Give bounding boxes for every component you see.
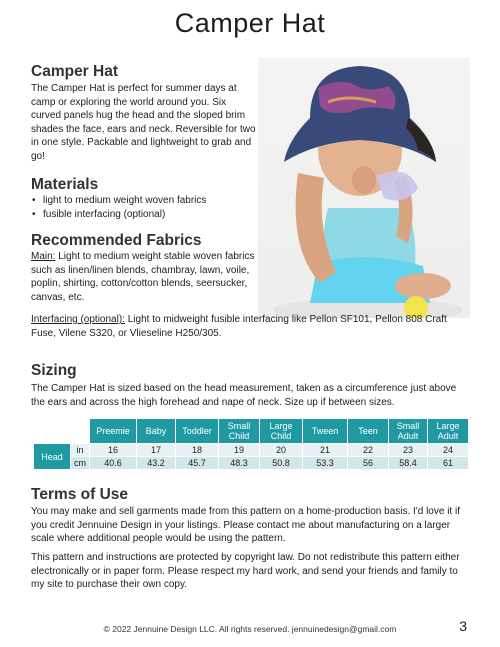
fabrics-main — [31, 250, 257, 304]
table-cell: 23 — [389, 444, 427, 456]
unit-cell: in — [71, 444, 89, 456]
col-header: Baby — [137, 419, 175, 443]
table-cell: 40.6 — [90, 457, 136, 469]
materials-item: • fusible interfacing (optional) — [31, 208, 206, 222]
table-cell: 18 — [176, 444, 218, 456]
table-cell: 17 — [137, 444, 175, 456]
intro-heading: Camper Hat — [31, 63, 118, 80]
table-cell: 61 — [428, 457, 468, 469]
interfacing-label: Interfacing (optional): — [31, 314, 125, 325]
table-cell: 20 — [260, 444, 302, 456]
terms-paragraph-1: You may make and sell garments made from this pattern on a home-production basis. I'd love it if you credit Jennuine Design in your listings. Please contact me about manufacturing on a larger scale where additional people would be using the pattern. — [31, 506, 460, 545]
table-cell: 24 — [428, 444, 468, 456]
row-label: Head — [34, 444, 70, 469]
materials-heading: Materials — [31, 176, 99, 193]
footer: © 2022 Jennuine Design LLC. All rights reserved. jennuinedesign@gmail.com — [103, 624, 397, 634]
table-cell: 48.3 — [219, 457, 259, 469]
table-cell: 53.3 — [303, 457, 347, 469]
col-header: Small Adult — [389, 419, 427, 443]
fabrics-interfacing — [31, 313, 468, 340]
main-text: Light to medium weight stable woven fabrics such as linen/linen blends, chambray, lawn, voile, poplin, shirting, cotton/cotton blends, seersucker, canvas, etc. — [31, 251, 255, 303]
unit-cell: cm — [71, 457, 89, 469]
col-header: Large Adult — [428, 419, 468, 443]
fabrics-heading: Recommended Fabrics — [31, 232, 202, 249]
interfacing-text: Light to midweight fusible interfacing like Pellon SF101, Pellon 808 Craft Fuse, Vilene S320, or Vlieseline H250/305. — [31, 314, 447, 339]
col-header: Teen — [348, 419, 388, 443]
table-row — [34, 457, 468, 469]
baby-photo — [258, 58, 470, 318]
main-label: Main: — [31, 251, 56, 262]
sizing-table — [33, 418, 469, 470]
table-cell: 43.2 — [137, 457, 175, 469]
terms-paragraph-2: This pattern and instructions are protected by copyright law. Do not redistribute this pattern either electronically or in paper form. Please respect my hard work, and send your friends and family to my site to purchase their own copy. — [31, 552, 460, 591]
table-row — [34, 444, 468, 456]
table-cell: 58.4 — [389, 457, 427, 469]
col-header: Tween — [303, 419, 347, 443]
materials-item: • light to medium weight woven fabrics — [31, 194, 206, 208]
intro-text: The Camper Hat is perfect for summer days at camp or exploring the world around you. Six curved panels hug the head and the sloped brim shades the face, ears and neck. Reversible for two in one style. Packable and lightweight to grab and go! — [31, 83, 256, 162]
table-cell: 16 — [90, 444, 136, 456]
terms-heading: Terms of Use — [31, 486, 129, 503]
col-header: Small Child — [219, 419, 259, 443]
page-number: 3 — [459, 618, 467, 634]
table-cell: 45.7 — [176, 457, 218, 469]
col-header: Preemie — [90, 419, 136, 443]
table-cell: 50.8 — [260, 457, 302, 469]
table-cell: 19 — [219, 444, 259, 456]
sizing-heading: Sizing — [31, 362, 77, 379]
materials-list — [31, 194, 206, 222]
table-cell: 21 — [303, 444, 347, 456]
table-cell: 22 — [348, 444, 388, 456]
col-header: Toddler — [176, 419, 218, 443]
sizing-text: The Camper Hat is sized based on the head measurement, taken as a circumference just above the ears and across the high forehead and nape of neck. Size up if between sizes. — [31, 383, 457, 408]
table-cell: 56 — [348, 457, 388, 469]
page-title: Camper Hat — [174, 8, 326, 38]
col-header: Large Child — [260, 419, 302, 443]
